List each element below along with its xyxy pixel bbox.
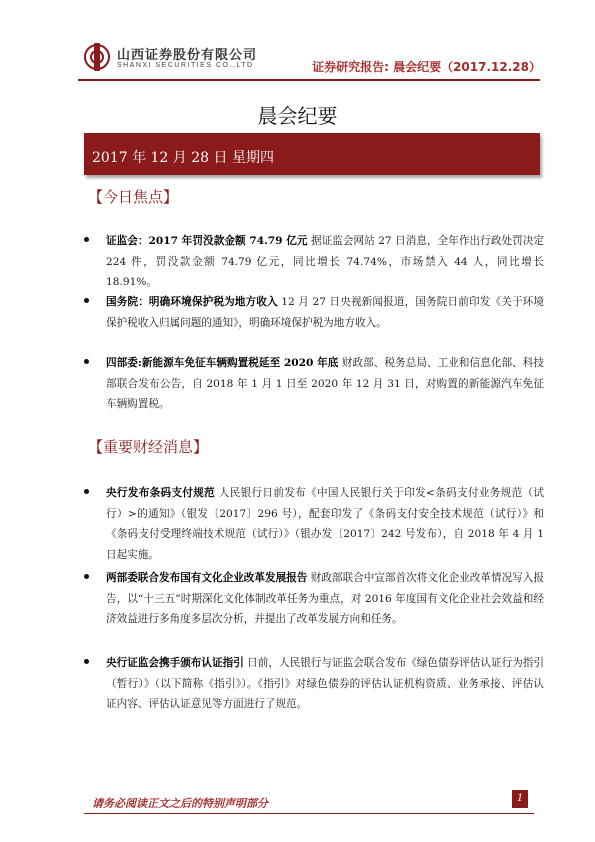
date-text: 2017 年 12 月 28 日 星期四 xyxy=(92,150,274,166)
news-item-title: 两部委联合发布国有文化企业改革发展报告 xyxy=(106,572,308,584)
news-item-body: 12 月 27 日央视新闻报道，国务院日前印发《关于环境保护税收入归属问题的通知》，明确环境保护税为地方收入。 xyxy=(106,296,545,329)
news-item xyxy=(84,483,544,561)
report-label: 证券研究报告: 晨会纪要（2017.12.28） xyxy=(312,60,541,74)
brand-name-cn: 山西证券股份有限公司 xyxy=(117,48,258,63)
bullet-icon xyxy=(84,574,89,579)
news-item-body: 财政部联合中宣部首次将文化企业改革情况写入报告，以“十三五”时期深化文化体制改革任务为重点，对 2016 年度国有文化企业社会效益和经济效益进行多角度多层次分析，并提出了改革发展方向和任务。 xyxy=(106,572,545,625)
page-number: 1 xyxy=(512,790,528,808)
brand-name-en: SHANXI SECURITIES CO.,LTD xyxy=(117,62,254,69)
news-item-body: 据证监会网站 27 日消息，全年作出行政处罚决定 224 件，罚没款金额 74.79 亿元，同比增长 74.74%，市场禁入 44 人，同比增长 18.91%。 xyxy=(106,235,544,288)
news-item xyxy=(84,653,544,721)
page-title: 晨会纪要 xyxy=(257,104,338,128)
news-item-body: 人民银行日前发布《中国人民银行关于印发<条码支付业务规范（试行）>的通知》（银发〔2017〕296 号），配套印发了《条码支付安全技术规范（试行）》和《条码支付受理终端技术规范（试行）》（银办发〔2017〕242 号发布），自 2018 年 4 月 1 日起实施。 xyxy=(106,487,544,561)
bullet-icon xyxy=(84,298,89,303)
news-item-body: 日前，人民银行与证监会联合发布《绿色债券评估认证行为指引（暂行）》（以下简称《指引》）。《指引》对绿色债券的评估认证机构资质、业务承接、评估认证内容、评估认证意见等方面进行了规范。 xyxy=(106,657,544,710)
bullet-icon xyxy=(84,489,89,494)
bullet-icon xyxy=(84,237,89,242)
news-item xyxy=(84,568,544,636)
bullet-icon xyxy=(84,659,89,664)
news-item-title: 四部委:新能源车免征车辆购置税延至 2020 年底 xyxy=(106,357,339,369)
news-item-body: 财政部、税务总局、工业和信息化部、科技部联合发布公告，自 2018 年 1 月 1 日至 2020 年 12 月 31 日，对购置的新能源汽车免征车辆购置税。 xyxy=(106,357,544,410)
company-logo-icon xyxy=(84,44,110,70)
news-item xyxy=(84,231,544,288)
footer-disclaimer: 请务必阅读正文之后的特别声明部分 xyxy=(92,797,268,810)
bullet-icon xyxy=(84,359,89,364)
news-item-title: 央行证监会携手颁布认证指引 xyxy=(106,657,244,669)
news-item xyxy=(84,292,544,340)
news-item-title: 证监会：2017 年罚没款金额 74.79 亿元 xyxy=(106,235,308,247)
news-item-title: 央行发布条码支付规范 xyxy=(106,487,216,499)
header-divider xyxy=(78,79,540,81)
news-item xyxy=(84,353,544,421)
section-heading-focus: 【今日焦点】 xyxy=(88,188,179,206)
footer-divider xyxy=(84,813,534,814)
news-item-title: 国务院：明确环境保护税为地方收入 xyxy=(106,296,278,308)
section-heading-financial-news: 【重要财经消息】 xyxy=(88,438,209,456)
